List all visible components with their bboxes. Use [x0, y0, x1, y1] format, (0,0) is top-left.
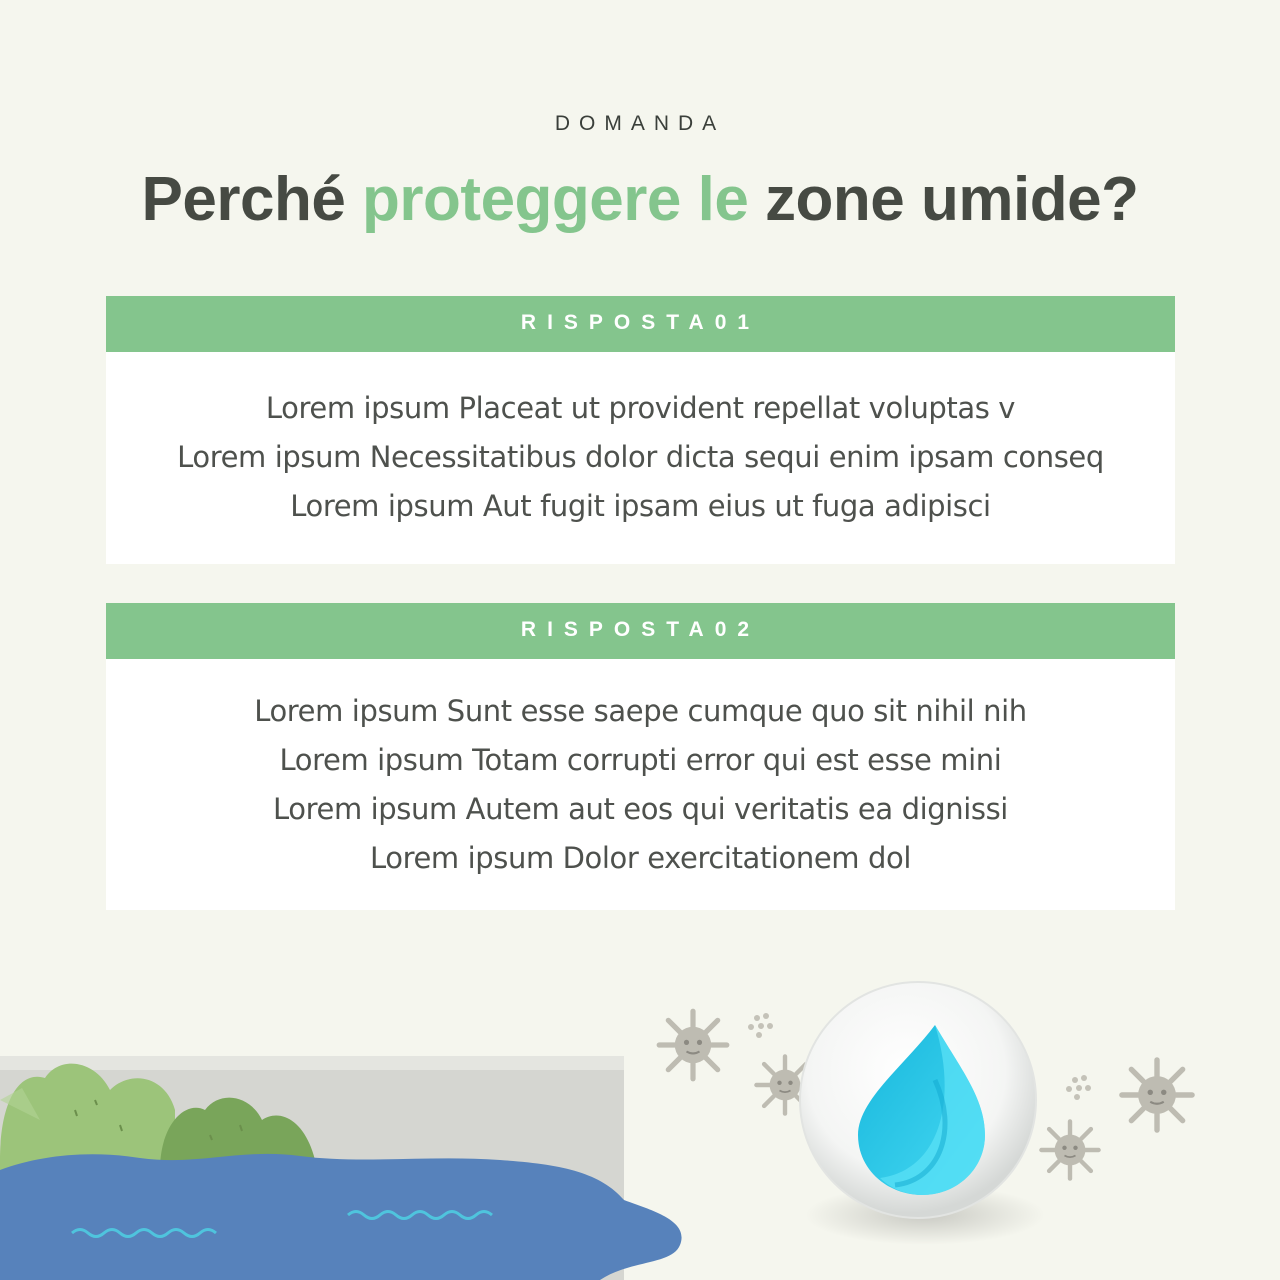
wetland-scene-icon	[0, 1056, 682, 1280]
answer-line: Lorem ipsum Placeat ut provident repellat voluptas v	[265, 391, 1016, 425]
answer-line: Lorem ipsum Necessitatibus dolor dicta sequi enim ipsam conseq	[177, 440, 1104, 474]
title-part-1: Perché	[141, 165, 363, 234]
page-title	[0, 164, 1280, 235]
answer-line: Lorem ipsum Sunt esse saepe cumque quo sit nihil nih	[254, 694, 1027, 728]
answer-card-2	[106, 603, 1175, 910]
wetland-illustration	[0, 960, 1280, 1280]
title-part-2: zone umide?	[748, 165, 1139, 234]
answer-card-1-body	[106, 352, 1175, 531]
answer-line: Lorem ipsum Aut fugit ipsam eius ut fuga adipisci	[290, 489, 991, 523]
answer-card-1-label: RISPOSTA01	[106, 296, 1175, 352]
answer-card-2-label: RISPOSTA02	[106, 603, 1175, 659]
answer-line: Lorem ipsum Dolor exercitationem dol	[370, 841, 911, 875]
answer-card-2-body	[106, 659, 1175, 883]
water-drop-icon	[800, 982, 1045, 1245]
answer-card-1	[106, 296, 1175, 564]
answer-line: Lorem ipsum Autem aut eos qui veritatis ea dignissi	[273, 792, 1008, 826]
title-highlight: proteggere le	[362, 165, 749, 234]
answer-line: Lorem ipsum Totam corrupti error qui est esse mini	[279, 743, 1002, 777]
eyebrow-label: DOMANDA	[554, 112, 726, 135]
